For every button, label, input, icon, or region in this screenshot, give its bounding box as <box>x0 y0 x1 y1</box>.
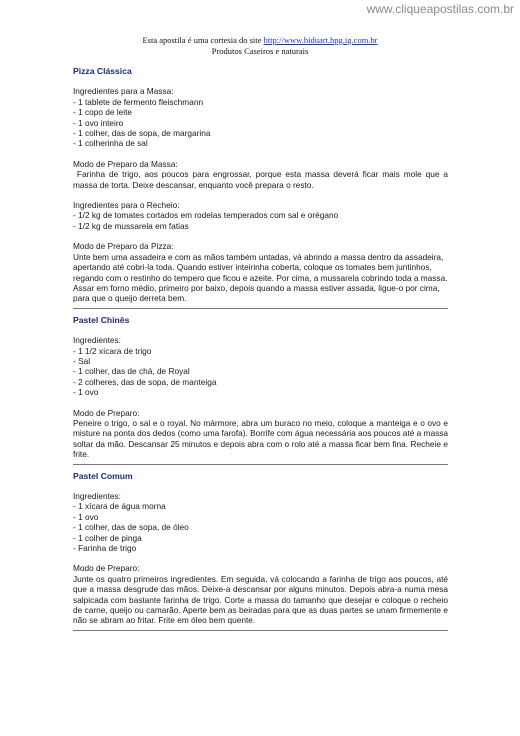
preparo-pizza <box>73 241 448 303</box>
recipe-pizza-classica <box>73 66 451 304</box>
ingredient-list <box>73 346 448 398</box>
ingredients-recheio <box>73 200 448 231</box>
site-link[interactable]: http://www.biduart.hpg.ig.com.br <box>263 35 378 45</box>
list-item: - 1 xícara de água morna <box>73 501 166 512</box>
ingredient-list <box>73 210 448 231</box>
list-item: - 2 colheres, das de sopa, de manteiga <box>73 376 217 387</box>
section-heading: Modo de Preparo: <box>73 407 140 418</box>
document-header <box>0 35 520 57</box>
section-heading: Modo de Preparo da Pizza: <box>73 241 174 252</box>
section-text: Unte bem uma assadeira e com as mãos também untadas, vá abrindo a massa dentro da assadeira, apertando até cobri-la toda. Quando estiver inteirinha coberta, coloque os tomates bem juntinhos, regando com o restinho do tempero que ficou e azeite. Por cima, a mussarela cobrindo toda a massa. Assar em forno médio, primeiro por baixo, depois quando a massa estiver assada, ligue-o por cima, para que o queijo derreta bem. <box>73 251 448 304</box>
section-heading: Modo de Preparo da Massa: <box>73 158 178 169</box>
section-heading: Ingredientes: <box>73 491 121 501</box>
section-text: Peneire o trigo, o sal e o royal. No mármore, abra um buraco no meio, coloque a manteiga e o ovo e misture na ponta dos dedos (como uma farofa). Borrife com água necessária aos poucos até a massa soltar da mão. Descansar 25 minutos e depois abra com o rolo até a massa ficar bem fina. Recheie e frite. <box>73 417 448 460</box>
list-item: - 1 colher, das de sopa, de margarina <box>73 128 211 139</box>
recipe-pastel-chines <box>73 315 448 460</box>
list-item: - 1 ovo <box>73 511 99 522</box>
list-item: - 1 copo de leite <box>73 107 133 118</box>
list-item: - 1/2 kg de tomates cortados em rodelas temperados com sal e orégano <box>73 210 339 221</box>
watermark: www.cliqueapostilas.com.br <box>366 2 514 16</box>
ingredients-massa <box>73 86 448 148</box>
list-item: - 1 tablete de fermento fleischmann <box>73 96 204 107</box>
section-text: Junte os quatro primeiros ingredientes. Em seguida, vá colocando a farinha de trigo aos poucos, até que a massa desgrude das mãos. Deixe-a descansar por alguns minutos. Depois abra-a numa mesa salpicada com bastante farinha de trigo. Corte a massa do tamanho que desejar e coloque o recheio de carne, queijo ou camarão. Aperte bem as beiradas para que as duas partes se unam firmemente e não se abram ao fritar. Frite em óleo bem quente. <box>73 573 448 626</box>
header-line-1 <box>0 35 520 46</box>
recipe-title: Pastel Comum <box>73 470 133 481</box>
recipe-title: Pizza Clássica <box>73 66 132 76</box>
preparo-massa <box>73 158 451 190</box>
divider <box>73 630 448 631</box>
list-item: - 1 1/2 xícara de trigo <box>73 345 152 356</box>
list-item: - Sal <box>73 355 91 366</box>
section-heading: Ingredientes para o Recheio: <box>73 200 180 211</box>
ingredients <box>73 335 448 397</box>
section-heading: Modo de Preparo: <box>73 563 140 574</box>
recipe-pastel-comum <box>73 471 448 626</box>
header-prefix: Esta apostila é uma cortesia do site <box>142 35 264 45</box>
ingredient-list <box>73 501 448 553</box>
list-item: - Farinha de trigo <box>73 543 137 554</box>
ingredients <box>73 491 448 553</box>
list-item: - 1/2 kg de mussarela em fatias <box>73 220 189 231</box>
list-item: - 1 ovo inteiro <box>73 117 124 128</box>
header-line-2: Produtos Caseiros e naturais <box>211 46 309 56</box>
divider <box>73 464 448 465</box>
list-item: - 1 colher, das de chá, de Royal <box>73 366 190 377</box>
section-heading: Ingredientes para a Massa: <box>73 86 174 97</box>
ingredient-list <box>73 97 448 149</box>
divider <box>73 308 448 309</box>
preparo <box>73 563 448 625</box>
list-item: - 1 colher, das de sopa, de óleo <box>73 522 189 533</box>
recipe-title: Pastel Chinês <box>73 314 130 325</box>
section-heading: Ingredientes: <box>73 335 121 346</box>
list-item: - 1 ovo <box>73 387 99 398</box>
preparo <box>73 408 448 460</box>
section-text: Farinha de trigo, aos poucos para engrossar, porque esta massa deverá ficar mais mole que a massa de torta. Deixe descansar, enquanto você prepara o resto. <box>73 169 451 190</box>
recipe-content <box>73 66 451 637</box>
list-item: - 1 colher de pinga <box>73 532 142 543</box>
list-item: - 1 colherinha de sal <box>73 138 148 149</box>
